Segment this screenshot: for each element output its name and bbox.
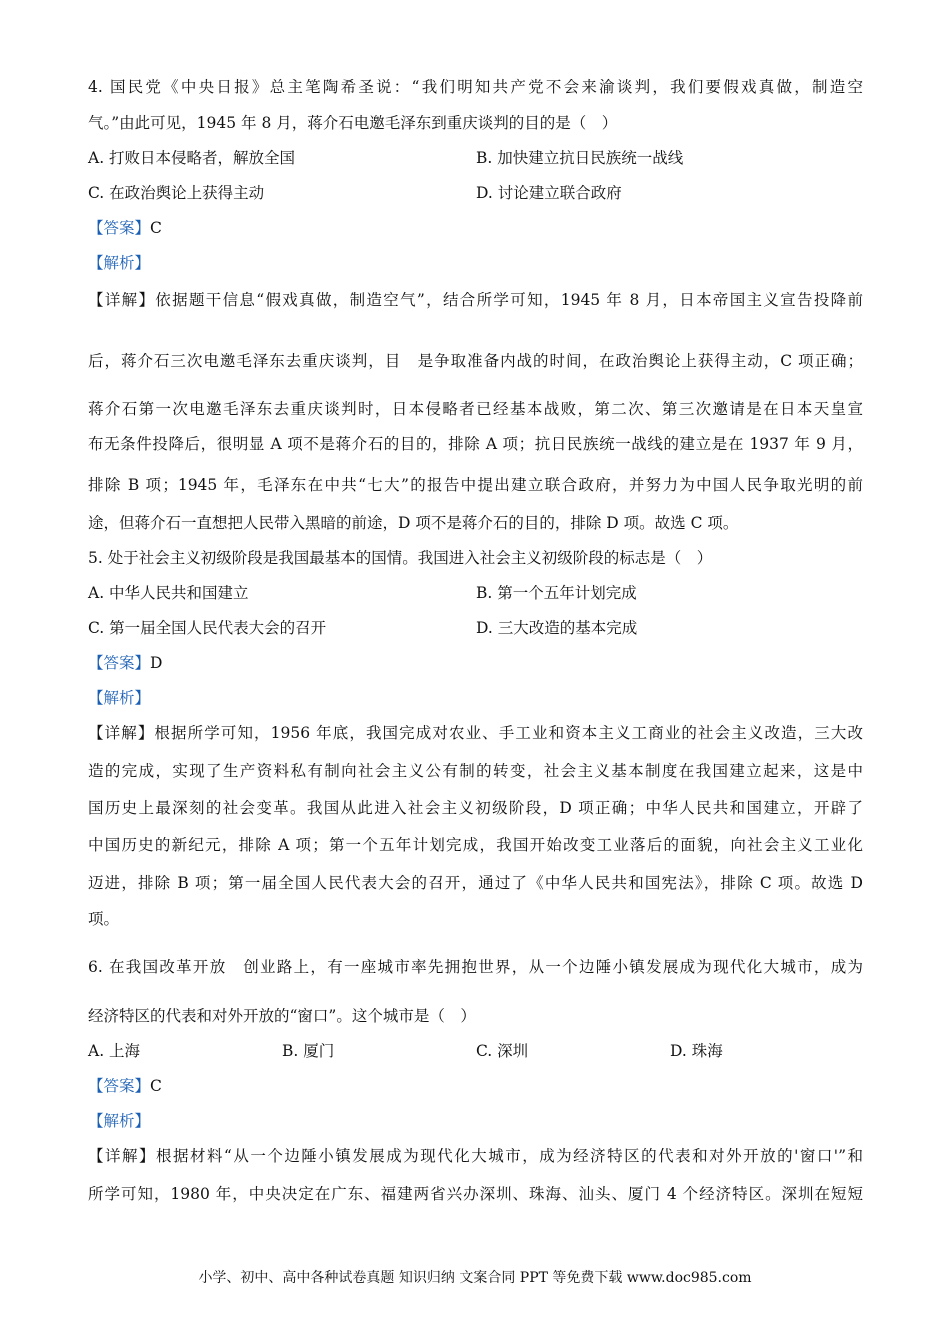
q5-option-b: B. 第一个五年计划完成 [476, 584, 637, 602]
answer-tag: 【答案】 [88, 1077, 151, 1095]
q4-detail-line-1 [88, 289, 863, 311]
q4-option-c: C. 在政治舆论上获得主动 [88, 184, 265, 202]
q6-option-c: C. 深圳 [476, 1042, 529, 1060]
q4-detail-line-5: 排除 B 项；1945 年，毛泽东在中共“七大”的报告中提出建立联合政府，并努力为中国人民争取光明的前 [88, 476, 863, 494]
answer-tag: 【答案】 [88, 654, 151, 672]
q5-detail-line-5: 迈进，排除 B 项；第一届全国人民代表大会的召开，通过了《中华人民共和国宪法》，排除 C 项。故选 D [88, 874, 863, 892]
q5-detail-line-1 [88, 722, 863, 744]
q5-detail-line-4: 中国历史的新纪元，排除 A 项；第一个五年计划完成，我国开始改变工业落后的面貌，向社会主义工业化 [88, 836, 863, 854]
q6-detail-line-2: 所学可知，1980 年，中央决定在广东、福建两省兴办深圳、珠海、汕头、厦门 4 个经济特区。深圳在短短 [88, 1185, 863, 1203]
q4-detail-line-3: 蒋介石第一次电邀毛泽东去重庆谈判时，日本侵略者已经基本战败，第二次、第三次邀请是在日本天皇宣 [88, 400, 863, 418]
q6-stem-line-1: 6. 在我国改革开放 创业路上，有一座城市率先拥抱世界，从一个边陲小镇发展成为现代化大城市，成为 [88, 958, 863, 976]
q4-answer [88, 217, 162, 239]
q4-stem-line-2: 气。”由此可见，1945 年 8 月，蒋介石电邀毛泽东到重庆谈判的目的是（ ） [88, 114, 618, 132]
detail-tag: 【详解】 [88, 1147, 156, 1165]
detail-text: 根据所学可知，1956 年底，我国完成对农业、手工业和资本主义工商业的社会主义改造，三大改 [154, 724, 863, 742]
q6-option-a: A. 上海 [88, 1042, 141, 1060]
q5-detail-line-3: 国历史上最深刻的社会变革。我国从此进入社会主义初级阶段，D 项正确；中华人民共和国建立，开辟了 [88, 799, 863, 817]
detail-text: 根据材料“从一个边陲小镇发展成为现代化大城市，成为经济特区的代表和对外开放的'窗口'”和 [155, 1147, 863, 1165]
q4-analysis-tag: 【解析】 [88, 254, 151, 272]
q4-option-d: D. 讨论建立联合政府 [476, 184, 622, 202]
q4-stem-line-1: 4. 国民党《中央日报》总主笔陶希圣说：“我们明知共产党不会来渝谈判，我们要假戏真做，制造空 [88, 78, 863, 96]
q4-detail-line-4: 布无条件投降后，很明显 A 项不是蒋介石的目的，排除 A 项；抗日民族统一战线的建立是在 1937 年 9 月， [88, 435, 863, 453]
answer-tag: 【答案】 [88, 219, 151, 237]
detail-tag: 【详解】 [88, 291, 156, 309]
q6-option-b: B. 厦门 [282, 1042, 335, 1060]
q5-analysis-tag: 【解析】 [88, 689, 151, 707]
answer-value: C [150, 1077, 162, 1095]
answer-value: C [150, 219, 162, 237]
q5-detail-line-6: 项。 [88, 910, 120, 928]
q6-option-d: D. 珠海 [670, 1042, 723, 1060]
q4-option-b: B. 加快建立抗日民族统一战线 [476, 149, 684, 167]
q5-option-a: A. 中华人民共和国建立 [88, 584, 249, 602]
q5-detail-line-2: 造的完成，实现了生产资料私有制向社会主义公有制的转变，社会主义基本制度在我国建立起来，这是中 [88, 762, 863, 780]
q4-option-a: A. 打败日本侵略者，解放全国 [88, 149, 296, 167]
q5-answer [88, 652, 162, 674]
q4-detail-line-2: 后，蒋介石三次电邀毛泽东去重庆谈判，目 是争取准备内战的时间，在政治舆论上获得主动，C 项正确； [88, 352, 863, 370]
q4-detail-line-6: 途，但蒋介石一直想把人民带入黑暗的前途，D 项不是蒋介石的目的，排除 D 项。故选 C 项。 [88, 514, 739, 532]
q5-stem-line-1: 5. 处于社会主义初级阶段是我国最基本的国情。我国进入社会主义初级阶段的标志是（ ） [88, 549, 713, 567]
detail-tag: 【详解】 [88, 724, 155, 742]
answer-value: D [150, 654, 163, 672]
q6-detail-line-1 [88, 1145, 863, 1167]
detail-text: 依据题干信息“假戏真做，制造空气”，结合所学可知，1945 年 8 月，日本帝国主义宣告投降前 [155, 291, 863, 309]
q5-option-d: D. 三大改造的基本完成 [476, 619, 638, 637]
q6-answer [88, 1075, 162, 1097]
q6-stem-line-2: 经济特区的代表和对外开放的“窗口”。这个城市是（ ） [88, 1007, 476, 1025]
q6-analysis-tag: 【解析】 [88, 1112, 151, 1130]
q5-option-c: C. 第一届全国人民代表大会的召开 [88, 619, 327, 637]
page-footer: 小学、初中、高中各种试卷真题 知识归纳 文案合同 PPT 等免费下载 www.doc985.com [198, 1270, 752, 1286]
